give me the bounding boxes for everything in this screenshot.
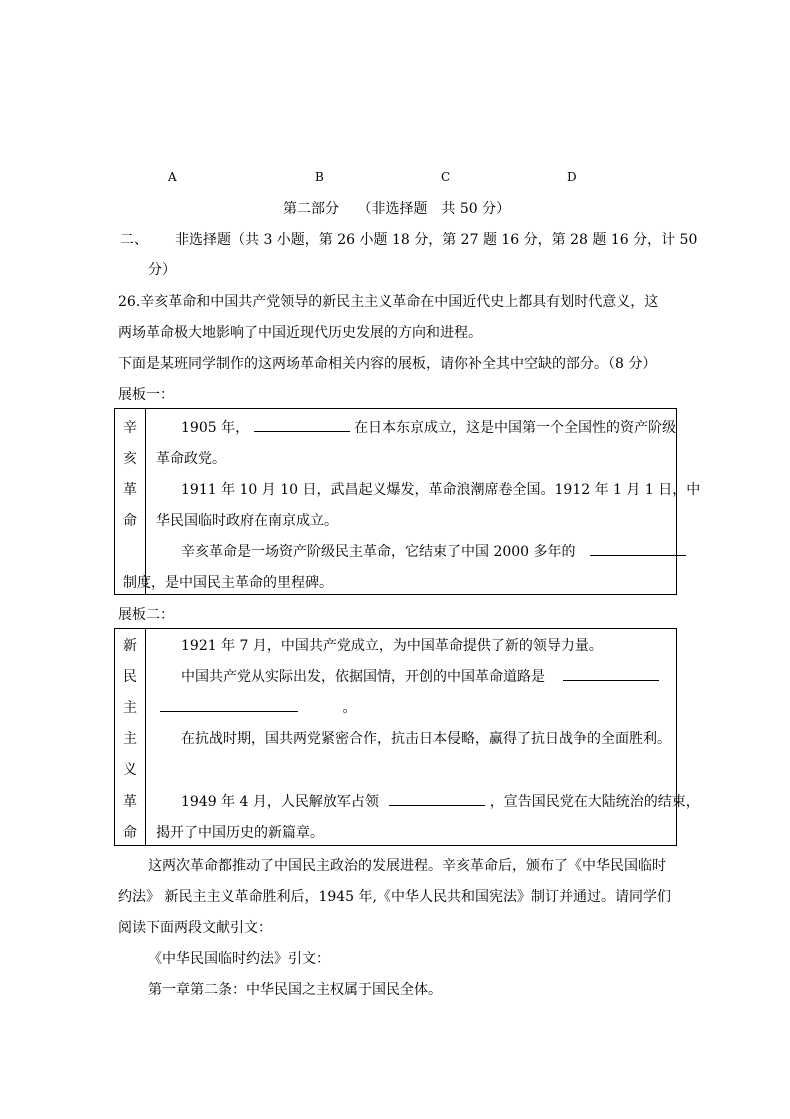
board1-p1-c: 革命政党。 bbox=[156, 451, 226, 467]
option-d: D bbox=[567, 170, 577, 184]
board1-p3-b: 制度，是中国民主革命的里程碑。 bbox=[123, 575, 333, 591]
board1-p1-b: 在日本东京成立，这是中国第一个全国性的资产阶级 bbox=[354, 420, 676, 436]
board2-heading: 展板二： bbox=[118, 607, 174, 623]
board1-p2-a: 1911 年 10 月 10 日，武昌起义爆发，革命浪潮席卷全国。1912 年 1 月 1 日，中 bbox=[181, 482, 701, 498]
option-a: A bbox=[168, 170, 177, 184]
board1-side-char: 革 bbox=[123, 482, 137, 498]
board1-blank-2[interactable] bbox=[590, 542, 686, 556]
board2-p3: 在抗战时期，国共两党紧密合作，抗击日本侵略，赢得了抗日战争的全面胜利。 bbox=[181, 731, 671, 747]
board1-p3-a: 辛亥革命是一场资产阶级民主革命，它结束了中国 2000 多年的 bbox=[181, 544, 576, 560]
board2 bbox=[114, 628, 700, 846]
closing-line3: 阅读下面两段文献引文： bbox=[118, 920, 272, 936]
board1-divider bbox=[145, 409, 146, 594]
board2-blank-1[interactable] bbox=[563, 667, 659, 681]
board2-side-char: 义 bbox=[123, 762, 137, 778]
board1-blank-1[interactable] bbox=[254, 418, 350, 432]
board1-p1-a: 1905 年， bbox=[181, 420, 250, 436]
board1-heading: 展板一： bbox=[118, 387, 174, 403]
citation-title: 《中华民国临时约法》引文： bbox=[148, 951, 330, 967]
board2-side-char: 民 bbox=[123, 669, 137, 685]
q26-intro-line2: 两场革命极大地影响了中国近现代历史发展的方向和进程。 bbox=[118, 325, 482, 341]
board1-side-char: 亥 bbox=[123, 451, 137, 467]
board2-blank-2[interactable] bbox=[160, 698, 298, 712]
board2-p4-a: 1949 年 4 月，人民解放军占领 bbox=[181, 794, 379, 810]
board2-blank-3[interactable] bbox=[389, 792, 485, 806]
option-c: C bbox=[441, 170, 451, 184]
part-title: 第二部分 （非选择题 共 50 分） bbox=[283, 201, 511, 217]
board1-p2-b: 华民国临时政府在南京成立。 bbox=[156, 513, 338, 529]
board1 bbox=[114, 408, 701, 595]
board1-side-char: 辛 bbox=[123, 420, 137, 436]
board2-p4-b: ，宣告国民党在大陆统治的结束， bbox=[489, 794, 700, 810]
section-desc-line2: 分） bbox=[148, 262, 176, 278]
board2-p1: 1921 年 7 月，中国共产党成立，为中国革命提供了新的领导力量。 bbox=[181, 638, 603, 654]
board2-divider bbox=[145, 629, 146, 845]
board2-p4-c: 揭开了中国历史的新篇章。 bbox=[156, 825, 324, 841]
section-number: 二、 bbox=[120, 232, 148, 248]
closing-line2: 约法》 新民主主义革命胜利后，1945 年,《中华人民共和国宪法》制订并通过。请同学们 bbox=[118, 889, 671, 905]
board1-side-char: 命 bbox=[123, 513, 137, 529]
citation-text: 第一章第二条：中华民国之主权属于国民全体。 bbox=[148, 982, 442, 998]
board2-side-char: 主 bbox=[123, 700, 137, 716]
q26-intro-line1: 26.辛亥革命和中国共产党领导的新民主主义革命在中国近代史上都具有划时代意义，这 bbox=[118, 294, 659, 310]
q26-task: 下面是某班同学制作的这两场革命相关内容的展板，请你补全其中空缺的部分。（8 分） bbox=[118, 356, 657, 372]
board2-side-char: 主 bbox=[123, 731, 137, 747]
closing-line1: 这两次革命都推动了中国民主政治的发展进程。辛亥革命后，颁布了《中华民国临时 bbox=[148, 858, 666, 874]
board2-p2-a: 中国共产党从实际出发，依据国情，开创的中国革命道路是 bbox=[181, 669, 545, 685]
option-b: B bbox=[315, 170, 324, 184]
section-desc-line1: 非选择题（共 3 小题，第 26 小题 18 分，第 27 题 16 分，第 28 题 16 分，计 50 bbox=[175, 232, 698, 248]
board2-side-char: 新 bbox=[123, 638, 137, 654]
board2-side-char: 革 bbox=[123, 794, 137, 810]
board2-p2-b: 。 bbox=[342, 700, 357, 716]
board2-side-char: 命 bbox=[123, 825, 137, 841]
